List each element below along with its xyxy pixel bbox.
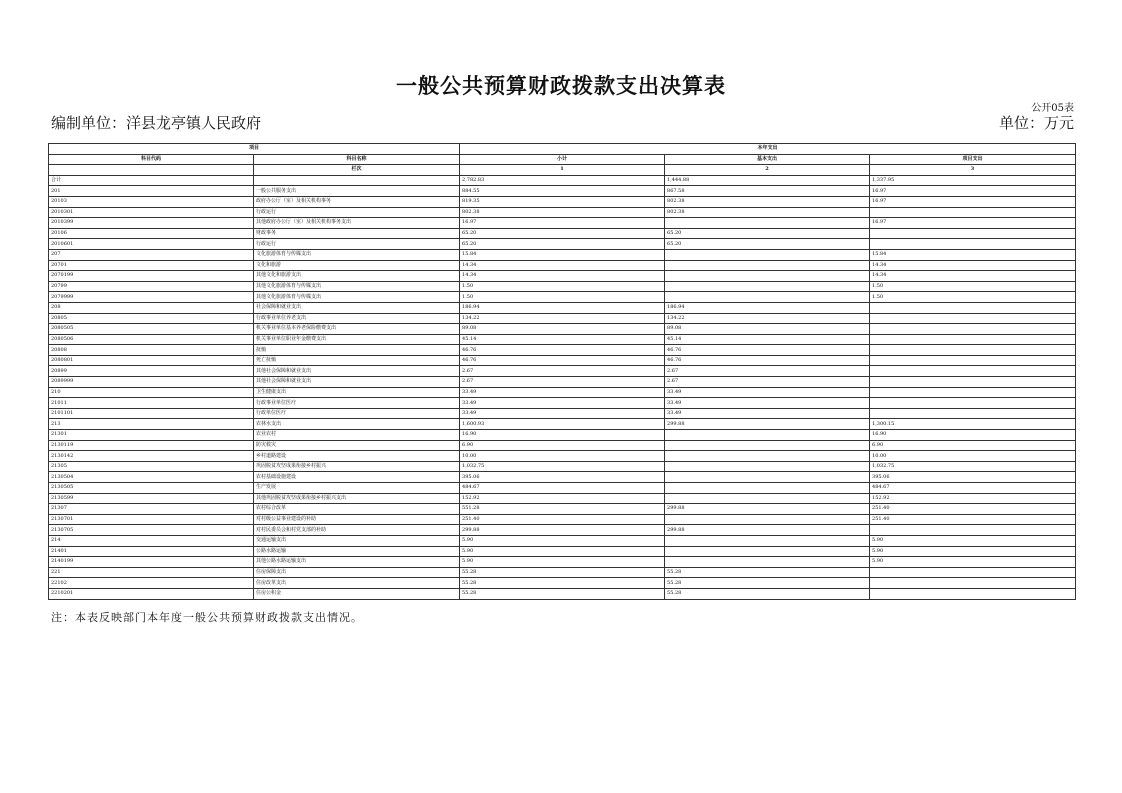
code-cell: 2080801 [49,355,254,366]
code-cell: 21301 [49,430,254,441]
name-cell: 机关事业单位基本养老保险缴费支出 [254,324,460,335]
total-cell: 5.90 [460,546,665,557]
header-current-year: 本年支出 [460,144,1076,155]
code-cell: 2101101 [49,408,254,419]
table-row [49,525,1076,536]
basic-cell [665,472,870,483]
project-cell [870,355,1076,366]
total-cell: 33.49 [460,408,665,419]
project-cell [870,313,1076,324]
basic-cell [665,281,870,292]
code-cell: 207 [49,249,254,260]
code-cell: 2130504 [49,472,254,483]
project-cell [870,578,1076,589]
project-cell [870,377,1076,388]
code-cell: 21305 [49,461,254,472]
table-row [49,218,1076,229]
table-row [49,366,1076,377]
basic-cell [665,557,870,568]
basic-cell: 134.22 [665,313,870,324]
total-cell: 251.40 [460,514,665,525]
table-row [49,260,1076,271]
project-cell: 251.40 [870,514,1076,525]
basic-cell: 33.49 [665,408,870,419]
basic-cell [665,546,870,557]
unit-label: 单位：万元 [998,114,1074,132]
code-cell: 2010301 [49,207,254,218]
total-cell: 14.34 [460,260,665,271]
project-cell [870,567,1076,578]
basic-cell [665,271,870,282]
table-row [49,461,1076,472]
name-cell: 对村级公益事业建设的补助 [254,514,460,525]
project-cell: 1.50 [870,281,1076,292]
code-cell: 213 [49,419,254,430]
basic-cell: 1,444.88 [665,175,870,186]
total-cell: 299.88 [460,525,665,536]
name-cell [254,175,460,186]
name-cell: 其他公路水路运输支出 [254,557,460,568]
total-cell: 2.67 [460,366,665,377]
header-row-2 [49,154,1076,165]
name-cell: 其他社会保障和就业支出 [254,377,460,388]
header-row-3 [49,165,1076,176]
name-cell: 农村综合改革 [254,504,460,515]
total-cell: 5.90 [460,557,665,568]
table-row [49,514,1076,525]
project-cell: 16.90 [870,430,1076,441]
code-cell: 20799 [49,281,254,292]
project-cell [870,302,1076,313]
budget-table [48,143,1076,600]
total-cell: 2.67 [460,377,665,388]
table-row [49,440,1076,451]
basic-cell: 299.88 [665,525,870,536]
total-cell: 65.20 [460,228,665,239]
header-code: 科目代码 [49,154,254,165]
total-cell: 46.76 [460,355,665,366]
code-cell: 20701 [49,260,254,271]
basic-cell: 186.94 [665,302,870,313]
total-cell: 15.84 [460,249,665,260]
table-row [49,567,1076,578]
name-cell: 抚恤 [254,345,460,356]
table-row [49,387,1076,398]
project-cell: 16.97 [870,196,1076,207]
basic-cell [665,440,870,451]
name-cell: 卫生健康支出 [254,387,460,398]
code-cell: 22102 [49,578,254,589]
table-row [49,546,1076,557]
project-cell [870,525,1076,536]
org-label: 编制单位：洋县龙亭镇人民政府 [51,114,262,132]
code-cell: 2130142 [49,451,254,462]
name-cell: 农林水支出 [254,419,460,430]
basic-cell [665,493,870,504]
table-row [49,207,1076,218]
basic-cell: 802.38 [665,207,870,218]
name-cell: 其他文化和旅游支出 [254,271,460,282]
total-cell: 152.92 [460,493,665,504]
table-row [49,249,1076,260]
table-row [49,588,1076,599]
total-cell: 6.90 [460,440,665,451]
project-cell [870,324,1076,335]
header-project-exp: 项目支出 [870,154,1076,165]
name-cell: 财政事务 [254,228,460,239]
header-name: 科目名称 [254,154,460,165]
table-row [49,239,1076,250]
project-cell: 484.67 [870,483,1076,494]
project-cell: 14.34 [870,271,1076,282]
table-row [49,345,1076,356]
code-cell: 214 [49,535,254,546]
total-cell: 55.28 [460,578,665,589]
table-row [49,578,1076,589]
name-cell: 乡村道路建设 [254,451,460,462]
code-cell: 2130701 [49,514,254,525]
project-cell [870,408,1076,419]
name-cell: 住房保障支出 [254,567,460,578]
header-blank [49,165,254,176]
name-cell: 其他政府办公厅（室）及相关机构事务支出 [254,218,460,229]
code-cell: 合计 [49,175,254,186]
basic-cell: 802.38 [665,196,870,207]
name-cell: 行政运行 [254,239,460,250]
name-cell: 住房改革支出 [254,578,460,589]
table-row [49,292,1076,303]
name-cell: 巩固脱贫攻坚成果衔接乡村振兴 [254,461,460,472]
code-cell: 20805 [49,313,254,324]
code-cell: 21011 [49,398,254,409]
table-row [49,302,1076,313]
code-cell: 210 [49,387,254,398]
project-cell [870,366,1076,377]
basic-cell: 299.88 [665,504,870,515]
total-cell: 33.49 [460,398,665,409]
basic-cell [665,218,870,229]
basic-cell: 33.49 [665,398,870,409]
table-row [49,408,1076,419]
basic-cell [665,514,870,525]
project-cell: 5.90 [870,557,1076,568]
total-cell: 10.00 [460,451,665,462]
basic-cell [665,260,870,271]
header-col3: 3 [870,165,1076,176]
table-row [49,493,1076,504]
total-cell: 65.20 [460,239,665,250]
project-cell [870,239,1076,250]
name-cell: 文化旅游体育与传媒支出 [254,249,460,260]
name-cell: 住房公积金 [254,588,460,599]
name-cell: 一般公共服务支出 [254,186,460,197]
table-row [49,557,1076,568]
header-row-1 [49,144,1076,155]
code-cell: 2079999 [49,292,254,303]
total-cell: 186.94 [460,302,665,313]
code-cell: 2010399 [49,218,254,229]
project-cell: 5.90 [870,535,1076,546]
code-cell: 20106 [49,228,254,239]
basic-cell: 46.76 [665,345,870,356]
table-row [49,175,1076,186]
header-basic: 基本支出 [665,154,870,165]
table-row [49,334,1076,345]
basic-cell [665,249,870,260]
code-cell: 21307 [49,504,254,515]
basic-cell [665,430,870,441]
code-cell: 21401 [49,546,254,557]
name-cell: 对村民委员会和村党支部的补助 [254,525,460,536]
name-cell: 生产发展 [254,483,460,494]
header-col2: 2 [665,165,870,176]
basic-cell: 55.28 [665,588,870,599]
header-column-index: 栏次 [254,165,460,176]
basic-cell [665,451,870,462]
total-cell: 1,600.93 [460,419,665,430]
project-cell: 152.92 [870,493,1076,504]
basic-cell [665,292,870,303]
footnote: 注：本表反映部门本年度一般公共预算财政拨款支出情况。 [51,611,363,624]
project-cell [870,207,1076,218]
name-cell: 其他社会保障和就业支出 [254,366,460,377]
total-cell: 5.90 [460,535,665,546]
total-cell: 16.90 [460,430,665,441]
code-cell: 2070199 [49,271,254,282]
code-cell: 2130505 [49,483,254,494]
project-cell: 395.06 [870,472,1076,483]
code-cell: 2140199 [49,557,254,568]
project-cell: 1.50 [870,292,1076,303]
total-cell: 819.35 [460,196,665,207]
total-cell: 1.50 [460,281,665,292]
basic-cell: 65.20 [665,239,870,250]
total-cell: 2,782.83 [460,175,665,186]
name-cell: 文化和旅游 [254,260,460,271]
table-row [49,430,1076,441]
total-cell: 1,032.75 [460,461,665,472]
name-cell: 公路水路运输 [254,546,460,557]
basic-cell: 2.67 [665,377,870,388]
code-cell: 2080506 [49,334,254,345]
code-cell: 2130705 [49,525,254,536]
table-row [49,472,1076,483]
total-cell: 33.49 [460,387,665,398]
project-cell [870,228,1076,239]
header-project: 项目 [49,144,460,155]
name-cell: 其他文化旅游体育与传媒支出 [254,292,460,303]
table-row [49,196,1076,207]
project-cell [870,588,1076,599]
project-cell: 16.97 [870,218,1076,229]
project-cell: 1,337.95 [870,175,1076,186]
project-cell: 251.40 [870,504,1076,515]
total-cell: 14.34 [460,271,665,282]
total-cell: 395.06 [460,472,665,483]
code-cell: 20808 [49,345,254,356]
total-cell: 46.76 [460,345,665,356]
basic-cell: 65.20 [665,228,870,239]
form-number: 公开05表 [1031,103,1074,114]
table-row [49,228,1076,239]
project-cell [870,398,1076,409]
total-cell: 1.50 [460,292,665,303]
table-row [49,377,1076,388]
basic-cell: 299.88 [665,419,870,430]
table-row [49,504,1076,515]
total-cell: 89.08 [460,324,665,335]
name-cell: 农村基础设施建设 [254,472,460,483]
table-row [49,535,1076,546]
project-cell: 1,032.75 [870,461,1076,472]
basic-cell: 33.49 [665,387,870,398]
table-row [49,451,1076,462]
total-cell: 16.97 [460,218,665,229]
name-cell: 行政事业单位医疗 [254,398,460,409]
project-cell: 10.00 [870,451,1076,462]
name-cell: 社会保障和就业支出 [254,302,460,313]
basic-cell: 867.58 [665,186,870,197]
table-row [49,324,1076,335]
name-cell: 行政事业单位养老支出 [254,313,460,324]
name-cell: 防灾救灾 [254,440,460,451]
table-row [49,281,1076,292]
name-cell: 机关事业单位职业年金缴费支出 [254,334,460,345]
project-cell [870,334,1076,345]
basic-cell: 2.67 [665,366,870,377]
basic-cell: 89.08 [665,324,870,335]
project-cell: 1,300.15 [870,419,1076,430]
code-cell: 2130599 [49,493,254,504]
basic-cell [665,483,870,494]
total-cell: 55.28 [460,588,665,599]
page-title: 一般公共预算财政拨款支出决算表 [396,73,726,98]
project-cell: 6.90 [870,440,1076,451]
project-cell [870,387,1076,398]
code-cell: 2080505 [49,324,254,335]
header-col1: 1 [460,165,665,176]
name-cell: 行政单位医疗 [254,408,460,419]
table-row [49,483,1076,494]
table-row [49,271,1076,282]
table-row [49,355,1076,366]
code-cell: 2010601 [49,239,254,250]
table-row [49,313,1076,324]
basic-cell [665,461,870,472]
code-cell: 2210201 [49,588,254,599]
basic-cell: 46.76 [665,355,870,366]
name-cell: 其他巩固脱贫攻坚成果衔接乡村振兴支出 [254,493,460,504]
header-subtotal: 小计 [460,154,665,165]
total-cell: 484.67 [460,483,665,494]
table-row [49,186,1076,197]
code-cell: 221 [49,567,254,578]
code-cell: 20899 [49,366,254,377]
basic-cell [665,535,870,546]
table-row [49,398,1076,409]
code-cell: 208 [49,302,254,313]
project-cell [870,345,1076,356]
project-cell: 16.97 [870,186,1076,197]
basic-cell: 55.28 [665,578,870,589]
name-cell: 农业农村 [254,430,460,441]
project-cell: 15.84 [870,249,1076,260]
total-cell: 134.22 [460,313,665,324]
total-cell: 884.55 [460,186,665,197]
name-cell: 交通运输支出 [254,535,460,546]
project-cell: 14.34 [870,260,1076,271]
code-cell: 201 [49,186,254,197]
name-cell: 其他文化旅游体育与传媒支出 [254,281,460,292]
code-cell: 2130119 [49,440,254,451]
name-cell: 政府办公厅（室）及相关机构事务 [254,196,460,207]
basic-cell: 55.28 [665,567,870,578]
total-cell: 55.28 [460,567,665,578]
code-cell: 2089999 [49,377,254,388]
project-cell: 5.90 [870,546,1076,557]
total-cell: 551.28 [460,504,665,515]
total-cell: 802.38 [460,207,665,218]
total-cell: 45.14 [460,334,665,345]
basic-cell: 45.14 [665,334,870,345]
name-cell: 死亡抚恤 [254,355,460,366]
code-cell: 20103 [49,196,254,207]
name-cell: 行政运行 [254,207,460,218]
table-row [49,419,1076,430]
